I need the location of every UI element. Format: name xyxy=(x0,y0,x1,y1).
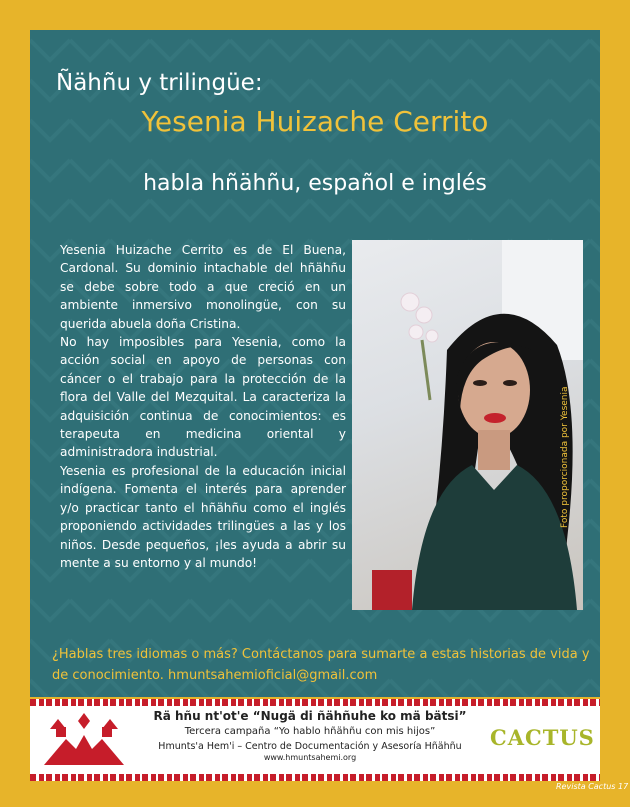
bio-paragraph-1: Yesenia Huizache Cerrito es de El Buena, Cardonal. Su dominio intachable del hñähñu se debe sobre todo a que creció en un ambiente inmersivo monolingüe, con su querida abuela doña Cristina. xyxy=(60,243,346,331)
main-panel xyxy=(30,30,600,697)
footer-banner xyxy=(30,699,600,781)
organization-name: Hmunts'a Hem'i – Centro de Documentación y Asesoría Hñähñu xyxy=(158,741,462,752)
header-subtitle: Ñähñu y trilingüe: xyxy=(56,70,263,96)
cactus-logo: CACTUS xyxy=(490,725,595,750)
portrait-photo xyxy=(352,240,583,610)
orchid-flowers xyxy=(401,293,438,342)
call-to-action xyxy=(52,644,592,686)
portrait-illustration xyxy=(352,240,583,610)
embroidery-logo-icon xyxy=(36,709,132,769)
campaign-subtitle: Tercera campaña “Yo hablo hñähñu con mis hijos” xyxy=(184,726,436,737)
contact-email[interactable]: hmuntsahemioficial@gmail.com xyxy=(168,668,378,683)
cta-text: ¿Hablas tres idiomas o más? Contáctanos para sumarte a estas historias de vida y de conocimiento. xyxy=(52,647,590,683)
decorative-stripe-top xyxy=(30,699,600,706)
footer-text xyxy=(140,709,480,762)
languages-tagline: habla hñähñu, español e inglés xyxy=(143,171,487,196)
bio-paragraph-3: Yesenia es profesional de la educación inicial indígena. Fomenta el interés para aprender y/o practicar tanto el hñähñu como el inglés proponiendo actividades trilingües a las y los niños. Desde pequeños, ¡les ayuda a abrir su mente a su entorno y al mundo! xyxy=(60,463,346,570)
organization-website[interactable]: www.hmuntsahemi.org xyxy=(263,753,357,762)
person-name-title: Yesenia Huizache Cerrito xyxy=(141,105,489,138)
page-number: Revista Cactus 17 xyxy=(556,782,629,791)
biography-text xyxy=(60,241,346,572)
photo-credit: Foto proporcionada por Yesenia xyxy=(560,386,570,528)
decorative-stripe-bottom xyxy=(30,774,600,781)
campaign-title: Rä hñu nt'ot'e “Nugä di ñähñuhe ko mä bätsi” xyxy=(153,709,467,723)
bio-paragraph-2: No hay imposibles para Yesenia, como la acción social en apoyo de personas con cáncer o el trabajo para la protección de la flora del Valle del Mezquital. La caracteriza la adquisición continua de conocimientos: es terapeuta en medicina oriental y administradora industrial. xyxy=(60,335,346,460)
